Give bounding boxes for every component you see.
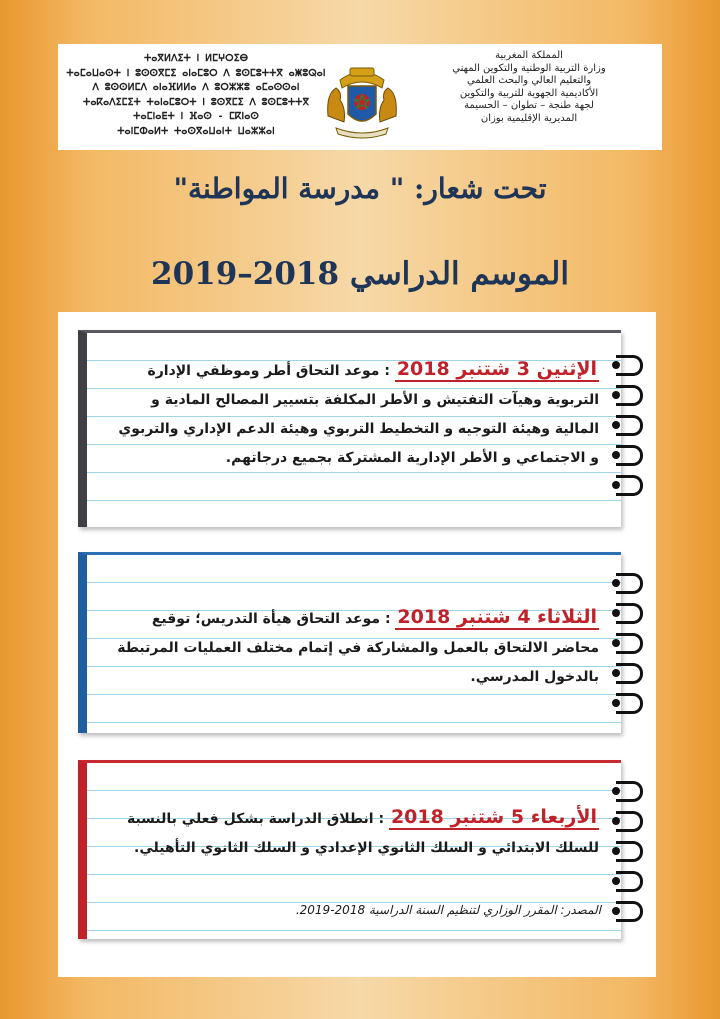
arabic-institution-name: [404, 50, 654, 125]
arabic-line: لجهة طنجة – تطوان – الحسيمة: [464, 100, 594, 111]
card-date: الثلاثاء 4 شتنبر 2018: [397, 606, 597, 628]
arabic-line: الأكاديمية الجهوية للتربية والتكوين: [459, 87, 599, 99]
tifinagh-line: ⵜⴰⵎⴰⵡⴰⵙⵜ ⵏ ⵓⵙⵙⴳⵎⵉ ⴰⵏⴰⵎⵓⵔ ⴷ ⵓⵙⵎⵓⵜⵜⴳ ⴰⵥⵓⵕⴰⵏ: [66, 67, 326, 79]
moroccan-coat-of-arms-emblem: [320, 58, 404, 142]
card-text: : موعد التحاق أطر وموظفي الإدارة التربوية وهيآت التفتيش و الأطر المكلفة بتسيير المصالح المادية و المالية وهيئة التوجيه و التخطيط التربوي وهيئة الدعم الإداري والتربوي و الاجتماعي و الأطر الإدارية المشتركة بجميع درجاتهم.: [118, 363, 599, 466]
notebook-card-students: [78, 760, 621, 939]
spiral-ring: [616, 901, 643, 922]
spiral-binding: [603, 555, 643, 733]
arabic-line: وزارة التربية الوطنية والتكوين المهني: [452, 62, 606, 74]
slogan-title: تحت شعار: " مدرسة المواطنة": [173, 172, 547, 205]
spiral-ring: [616, 445, 643, 466]
letterhead: [58, 44, 662, 150]
spiral-ring: [616, 573, 643, 594]
arabic-line: والتعليم العالي والبحث العلمي: [466, 75, 592, 86]
tifinagh-line: ⵜⴰⴽⴰⴷⵉⵎⵉⵜ ⵜⴰⵏⴰⵎⵓⵔⵜ ⵏ ⵓⵙⴳⵎⵉ ⴷ ⵓⵙⵎⵓⵜⵜⴳ: [83, 96, 309, 108]
card-body: [105, 603, 599, 692]
notebook-card-admin: [78, 330, 621, 527]
tifinagh-line: ⴷ ⵓⵙⵙⵍⵎⴷ ⴰⵏⴰⴼⵍⵍⴰ ⴷ ⵓⵔⵣⵣⵓ ⴰⵎⴰⵙⵙⴰⵏ: [92, 82, 300, 93]
card-text: : انطلاق الدراسة بشكل فعلي بالنسبة للسلك الابتدائي و السلك الثانوي الإعدادي و السلك الثانوي التأهيلي.: [126, 811, 599, 856]
spiral-binding: [603, 763, 643, 939]
spiral-ring: [616, 841, 643, 862]
tifinagh-line: ⵜⴰⵎⵏⴰⴹⵜ ⵏ ⴼⴰⵙ - ⵎⴽⵏⴰⵙ: [133, 111, 259, 122]
spiral-ring: [616, 663, 643, 684]
spiral-ring: [616, 415, 643, 436]
spiral-ring: [616, 811, 643, 832]
notebook-card-teachers: [78, 552, 621, 733]
spiral-binding: [603, 333, 643, 527]
card-body: [105, 355, 599, 473]
school-year-label: الموسم الدراسي: [349, 256, 569, 292]
card-date: الإثنين 3 شتنبر 2018: [396, 358, 597, 380]
card-date: الأربعاء 5 شتنبر 2018: [390, 806, 597, 828]
source-note: المصدر: المقرر الوزاري لتنظيم السنة الدراسية 2018-2019.: [295, 903, 601, 917]
spiral-ring: [616, 633, 643, 654]
arabic-line: المملكة المغربية: [495, 50, 563, 61]
spiral-ring: [616, 385, 643, 406]
tifinagh-line: ⵜⴰⵏⵎⵀⴰⵍⵜ ⵜⴰⵙⴳⴰⵡⴰⵏⵜ ⵡⴰⵣⵣⴰⵏ: [117, 125, 275, 137]
tifinagh-line: ⵜⴰⴳⵍⴷⵉⵜ ⵏ ⵍⵎⵖⵔⵉⴱ: [143, 53, 249, 64]
spiral-ring: [616, 693, 643, 714]
school-year-range: 2018–2019: [151, 256, 340, 292]
schedule-sheet: [58, 312, 656, 977]
card-body: [105, 803, 599, 863]
spiral-ring: [616, 603, 643, 624]
school-year-title: [0, 256, 720, 292]
spiral-ring: [616, 871, 643, 892]
spiral-ring: [616, 475, 643, 496]
arabic-line: المديرية الإقليمية بوزان: [480, 112, 578, 124]
card-text: : موعد التحاق هيأة التدريس؛ توقيع محاضر الالتحاق بالعمل والمشاركة في إتمام مختلف العمليات المرتبطة بالدخول المدرسي.: [117, 611, 599, 685]
spiral-ring: [616, 355, 643, 376]
tifinagh-institution-name: [66, 52, 326, 139]
spiral-ring: [616, 781, 643, 802]
